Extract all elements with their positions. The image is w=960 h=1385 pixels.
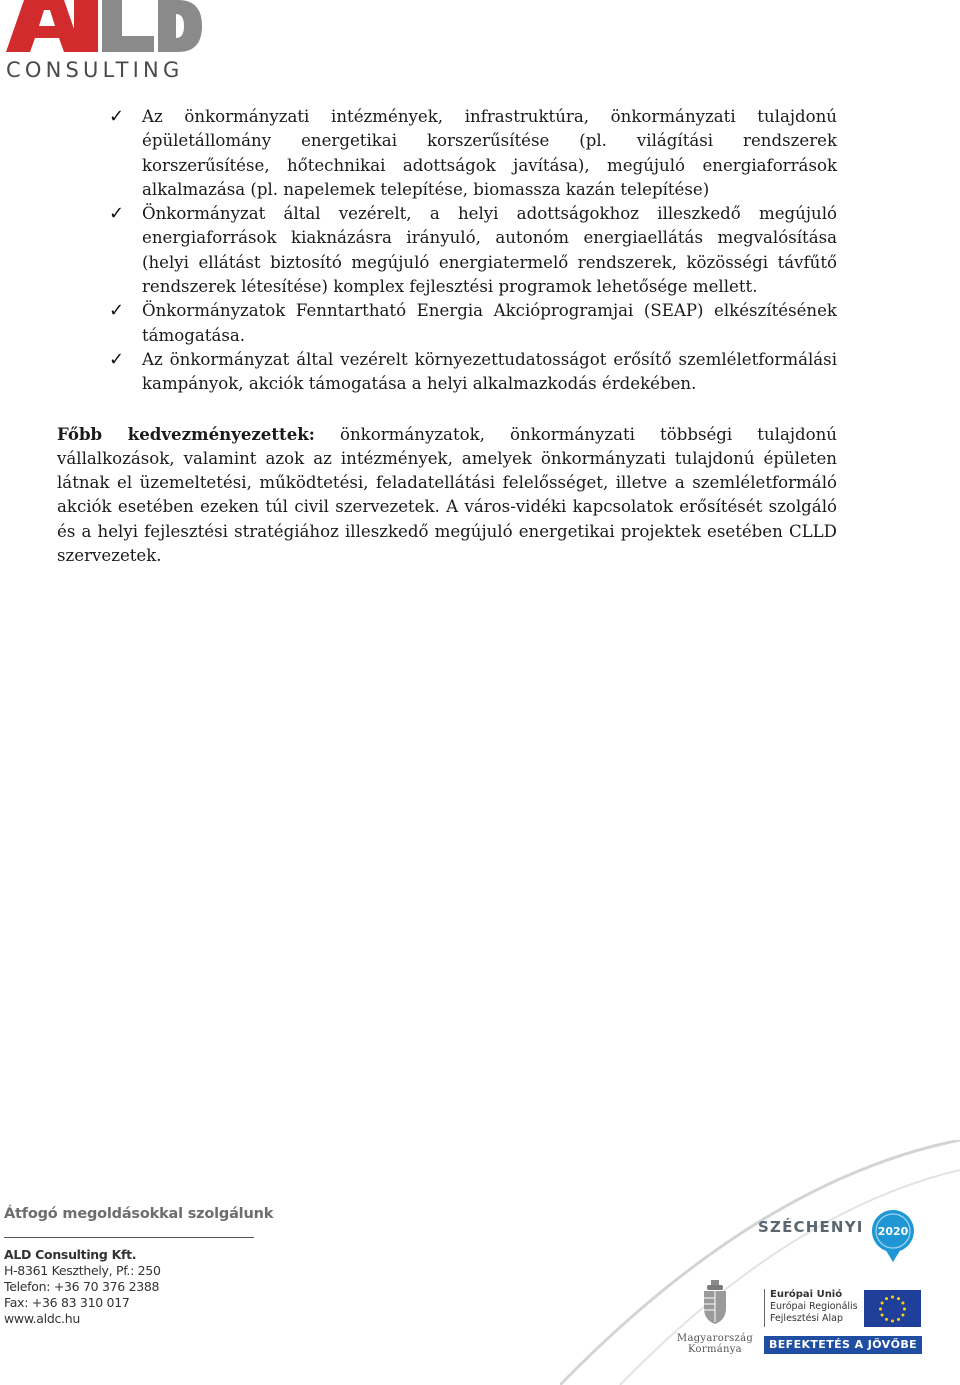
- list-item-text: Az önkormányzat által vezérelt környezettudatosságot erősítő szemléletformálási kampányok, akciók támogatása a helyi alkalmazkodás érdekében.: [142, 349, 837, 394]
- list-item: [57, 348, 837, 397]
- ald-logo-graphic: [4, 0, 204, 56]
- program-year: 2020: [877, 1225, 909, 1238]
- eu-fund-block: [764, 1287, 924, 1331]
- government-label: [670, 1333, 760, 1355]
- szechenyi-program-label: SZÉCHENYI: [758, 1218, 864, 1236]
- beneficiaries-label: Főbb kedvezményezettek:: [57, 423, 315, 444]
- beneficiaries-paragraph: [57, 422, 837, 569]
- checkmark-icon: ✓: [109, 300, 125, 322]
- support-activities-list: [57, 105, 837, 397]
- company-website-link[interactable]: www.aldc.hu: [4, 1311, 80, 1326]
- eu-fund-line-2: Fejlesztési Alap: [770, 1313, 844, 1324]
- footer-tagline: Átfogó megoldásokkal szolgálunk: [4, 1206, 274, 1222]
- checkmark-icon: ✓: [109, 106, 125, 127]
- eu-fund-text: [770, 1289, 858, 1325]
- company-name: ALD Consulting Kft.: [4, 1247, 137, 1262]
- company-address: H-8361 Keszthely, Pf.: 250: [4, 1263, 161, 1278]
- szechenyi-2020-pin-icon: [870, 1208, 916, 1264]
- eu-flag-icon: [864, 1290, 921, 1327]
- eu-divider: [764, 1289, 765, 1327]
- checkmark-icon: ✓: [109, 203, 125, 225]
- eu-fund-line-1: Európai Regionális: [770, 1301, 858, 1312]
- logo-letter-d: [158, 0, 202, 52]
- government-line-1: Magyarország: [676, 1333, 754, 1344]
- hungarian-coat-of-arms-icon: [700, 1280, 730, 1324]
- beneficiaries-text: önkormányzatok, önkormányzati többségi tulajdonú vállalkozások, valamint azok az intézmények, amelyek önkormányzati tulajdonú épületen látnak el üzemeltetési, működtetési, feladatellátási felelősséget, illetve a szemléletformáló akciók esetében ezeken túl civil szervezetek. A város-vidéki kapcsolatok erősítését szolgáló és a helyi fejlesztési stratégiához illeszkedő megújuló energetikai projektek esetében CLLD szervezetek.: [57, 424, 837, 566]
- list-item-text: Önkormányzatok Fenntartható Energia Akcióprogramjai (SEAP) elkészítésének támogatása.: [142, 301, 837, 345]
- list-item-text: Önkormányzat által vezérelt, a helyi adottságokhoz illeszkedő megújuló energiaforrások kiaknázásra irányuló, autonóm energiaellátás megvalósítása (helyi ellátást biztosító megújuló energiatermelő rendszerek, közösségi távfűtő rendszerek létesítése) komplex fejlesztési programok lehetősége mellett.: [142, 204, 837, 297]
- logo-letter-l: [102, 0, 154, 52]
- company-phone: Telefon: +36 70 376 2388: [4, 1279, 160, 1294]
- document-body: [57, 105, 837, 568]
- invest-in-future-banner: BEFEKTETÉS A JÖVŐBE: [764, 1336, 922, 1354]
- checkmark-icon: ✓: [109, 348, 125, 370]
- logo-subtitle: CONSULTING: [6, 58, 184, 82]
- list-item: [57, 299, 837, 348]
- list-item: [57, 105, 837, 202]
- contact-block: [4, 1247, 161, 1327]
- company-fax: Fax: +36 83 310 017: [4, 1295, 130, 1310]
- list-item: [57, 202, 837, 299]
- footer-divider: [4, 1237, 254, 1238]
- list-item-text: Az önkormányzati intézmények, infrastruktúra, önkormányzati tulajdonú épületállomány energetikai korszerűsítése (pl. világítási rendszerek korszerűsítése, hőtechnikai adottságok javítása), megújuló energiaforrások alkalmazása (pl. napelemek telepítése, biomassza kazán telepítése): [142, 107, 837, 199]
- eu-title: Európai Unió: [770, 1289, 843, 1300]
- government-line-2: Kormánya: [688, 1344, 742, 1355]
- ald-consulting-logo: [4, 0, 204, 86]
